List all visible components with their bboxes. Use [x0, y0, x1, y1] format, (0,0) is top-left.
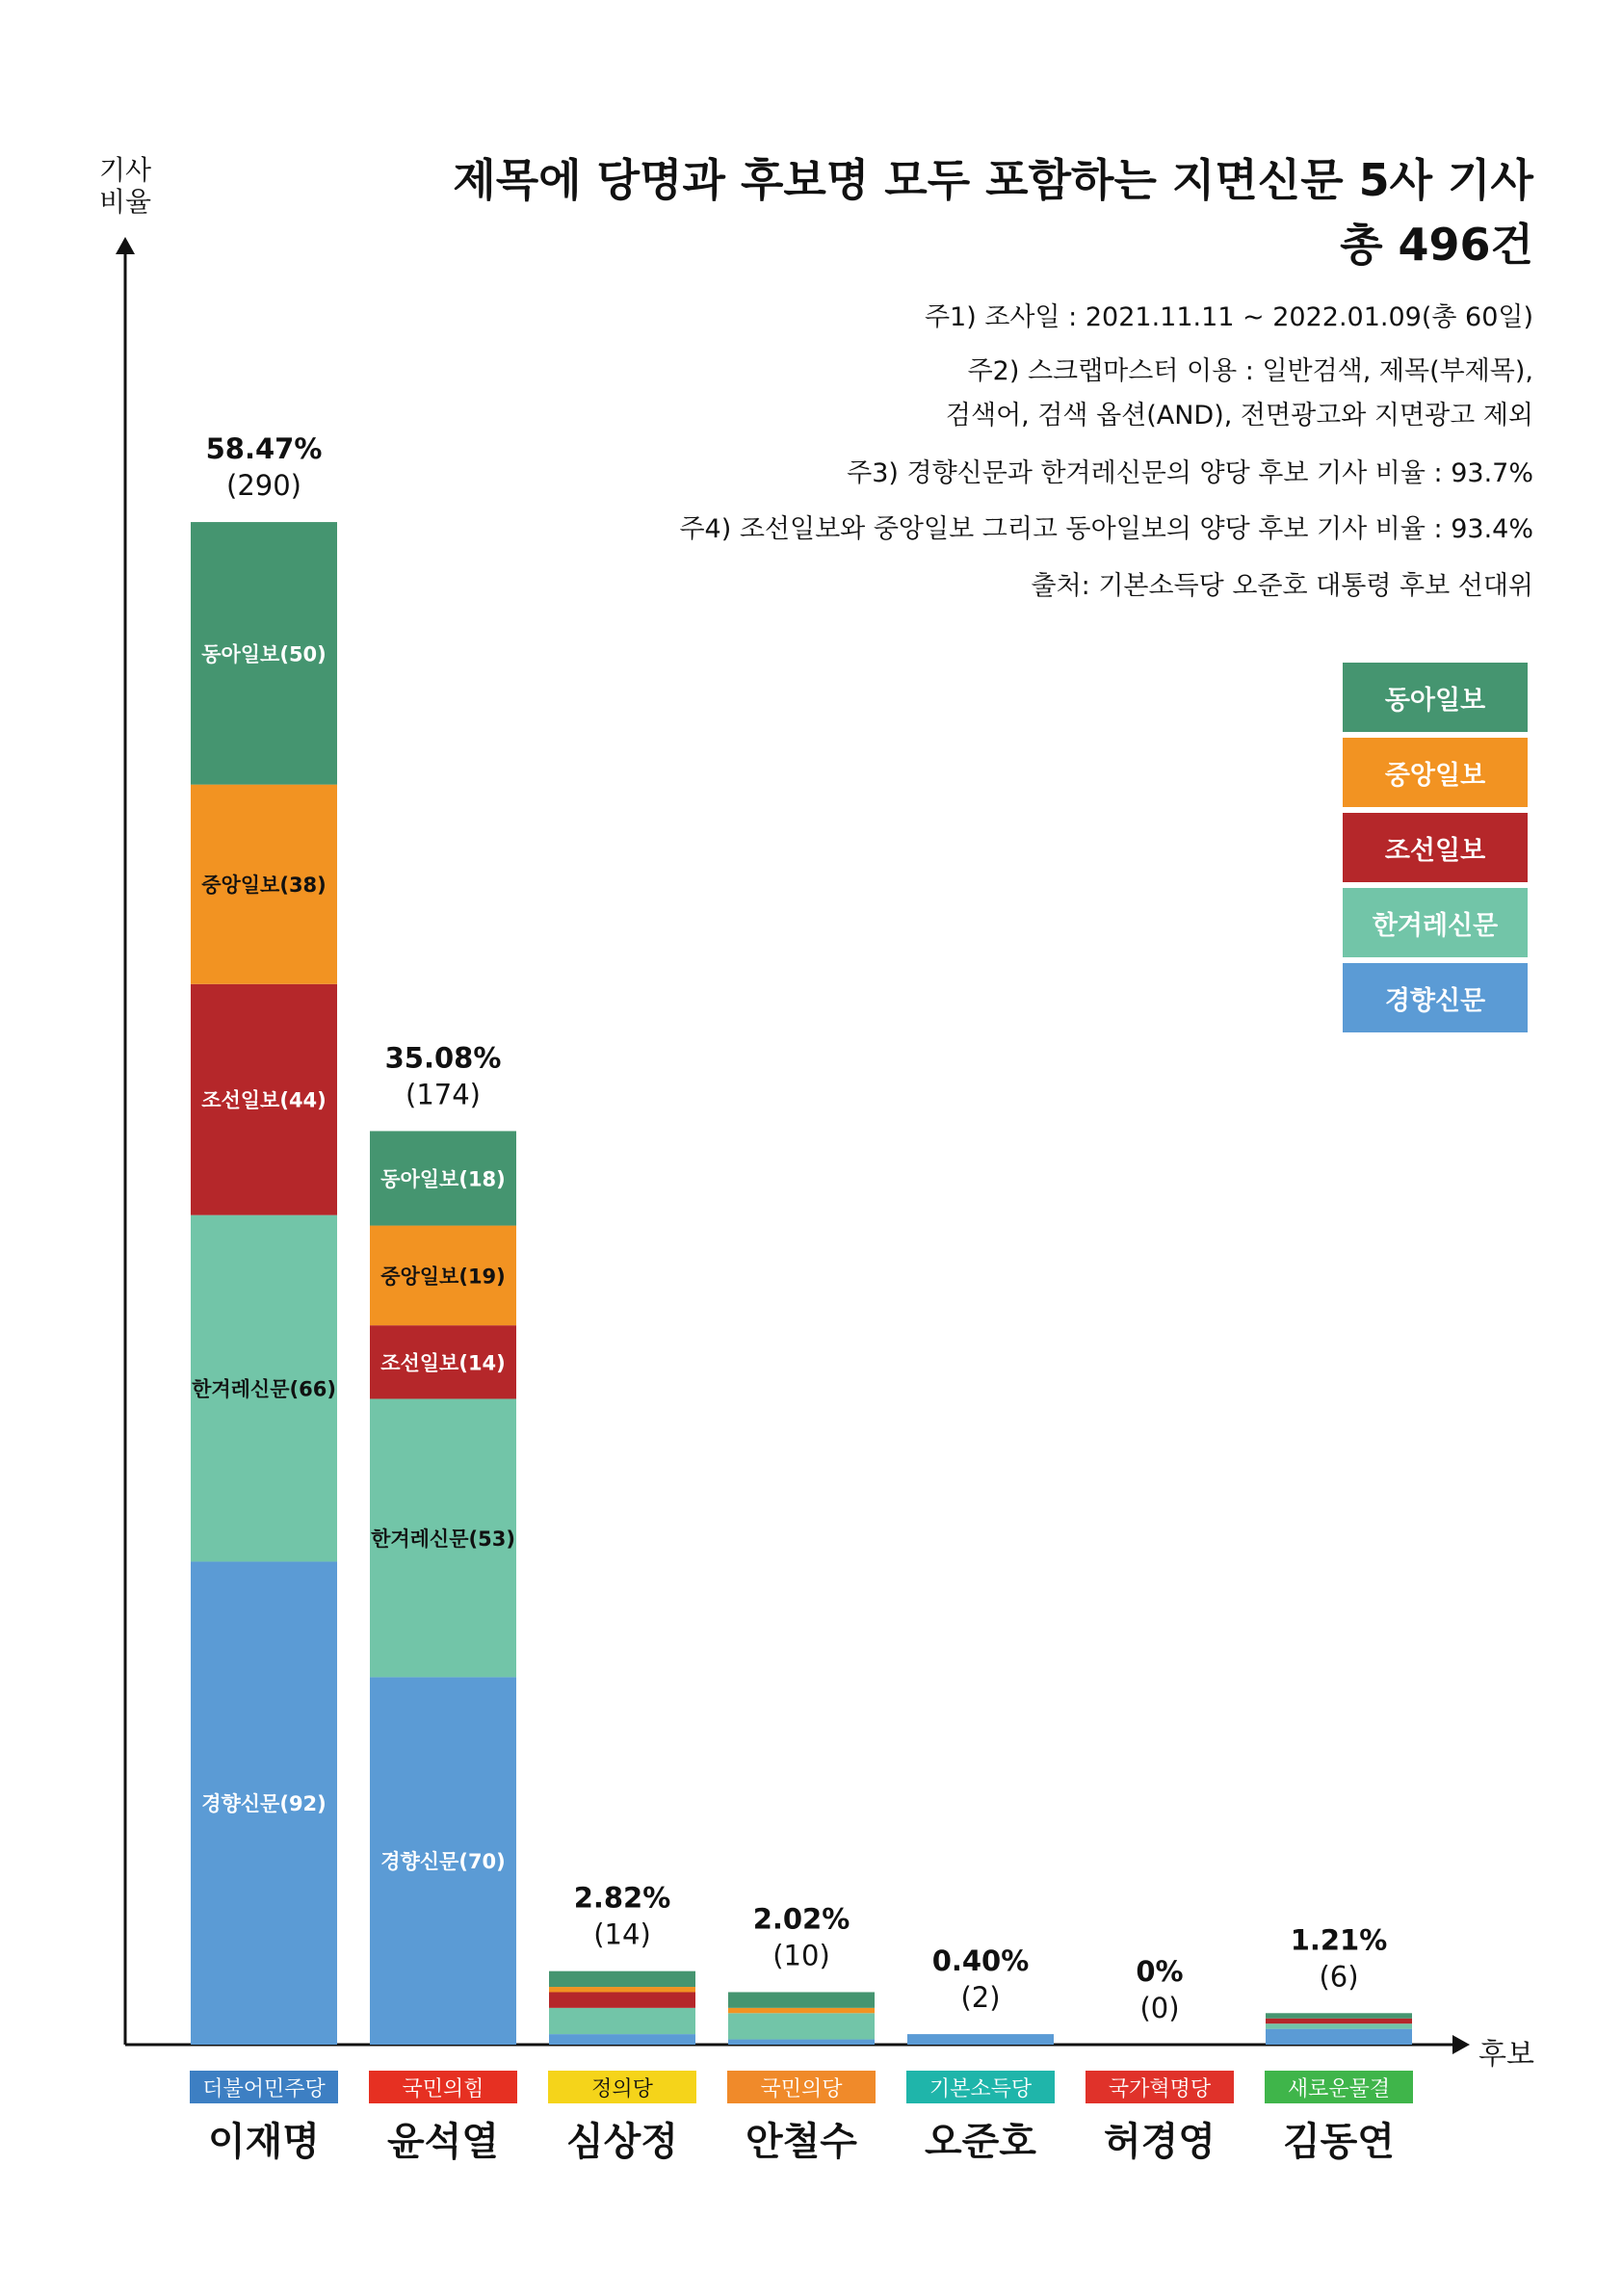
- note-2a: 주2) 스크랩마스터 이용 : 일반검색, 제목(부제목),: [967, 356, 1533, 386]
- percent-label: 2.82%: [573, 1881, 671, 1915]
- party-tag: 더불어민주당: [190, 2071, 338, 2103]
- percent-label: 0.40%: [931, 1944, 1030, 1978]
- count-label: (10): [772, 1939, 830, 1972]
- legend-item: 경향신문: [1343, 963, 1528, 1032]
- bar-segment-2-2: [549, 1992, 695, 2007]
- bar-segment-6-2: [1266, 2019, 1412, 2023]
- percent-label: 1.21%: [1290, 1923, 1388, 1957]
- party-tag: 새로운물결: [1265, 2071, 1413, 2103]
- bar-segment-2-1: [549, 2008, 695, 2034]
- bar-segment-6-4: [1266, 2013, 1412, 2018]
- chart-title: 제목에 당명과 후보명 모두 포함하는 지면신문 5사 기사: [453, 154, 1533, 206]
- bar-segment-2-4: [549, 1971, 695, 1987]
- candidate-name: 허경영: [1104, 2120, 1216, 2164]
- segment-label: 중앙일보(19): [380, 1265, 506, 1289]
- candidate-name: 오준호: [925, 2120, 1036, 2164]
- legend-item: 한겨레신문: [1343, 888, 1528, 957]
- count-label: (6): [1319, 1960, 1359, 1994]
- segment-label: 한겨레신문(66): [192, 1377, 336, 1401]
- count-label: (2): [960, 1981, 1001, 2015]
- source-note: 출처: 기본소득당 오준호 대통령 후보 선대위: [1031, 571, 1533, 601]
- y-axis-label: 기사 비율: [98, 154, 152, 219]
- party-tag: 정의당: [548, 2071, 696, 2103]
- candidate-name: 윤석열: [387, 2120, 499, 2164]
- x-axis-label: 후보: [1478, 2038, 1534, 2072]
- bar-segment-3-4: [728, 1992, 875, 2007]
- segment-label: 동아일보(50): [201, 642, 327, 666]
- note-4: 주4) 조선일보와 중앙일보 그리고 동아일보의 양당 후보 기사 비율 : 93.4%: [679, 514, 1533, 544]
- party-tag: 기본소득당: [906, 2071, 1055, 2103]
- candidate-name: 이재명: [208, 2120, 320, 2164]
- bar-segment-3-3: [728, 2008, 875, 2013]
- bar-segment-4-0: [907, 2034, 1054, 2045]
- segment-label: 경향신문(70): [380, 1850, 506, 1874]
- segment-label: 한겨레신문(53): [371, 1526, 515, 1551]
- segment-label: 조선일보(14): [380, 1351, 506, 1375]
- segment-label: 중앙일보(38): [201, 874, 327, 898]
- segment-label: 조선일보(44): [201, 1088, 327, 1112]
- note-1: 주1) 조사일 : 2021.11.11 ~ 2022.01.09(총 60일): [924, 302, 1533, 332]
- segment-label: 경향신문(92): [201, 1792, 327, 1816]
- count-label: (0): [1139, 1992, 1180, 2024]
- bar-segment-2-0: [549, 2034, 695, 2045]
- party-tag: 국가혁명당: [1086, 2071, 1234, 2103]
- legend-item: 조선일보: [1343, 813, 1528, 882]
- count-label: (290): [226, 469, 301, 503]
- segment-label: 동아일보(18): [380, 1167, 506, 1191]
- candidate-name: 안철수: [746, 2120, 857, 2164]
- candidate-name: 심상정: [566, 2120, 678, 2164]
- bar-segment-3-1: [728, 2013, 875, 2039]
- percent-label: 2.02%: [752, 1902, 850, 1936]
- legend-item: 동아일보: [1343, 663, 1528, 732]
- percent-label: 58.47%: [205, 432, 323, 466]
- bar-segment-6-0: [1266, 2029, 1412, 2045]
- candidate-name: 김동연: [1283, 2120, 1395, 2164]
- party-tag: 국민의힘: [369, 2071, 517, 2103]
- note-2b: 검색어, 검색 옵션(AND), 전면광고와 지면광고 제외: [945, 401, 1533, 430]
- bar-segment-6-1: [1266, 2023, 1412, 2028]
- percent-label: 35.08%: [384, 1041, 502, 1075]
- bar-segment-2-3: [549, 1987, 695, 1992]
- legend-item: 중앙일보: [1343, 738, 1528, 807]
- x-axis-arrow: [1452, 2035, 1470, 2054]
- party-tag: 국민의당: [727, 2071, 876, 2103]
- chart-subtitle: 총 496건: [1340, 219, 1533, 271]
- y-axis-arrow: [116, 237, 135, 254]
- count-label: (174): [406, 1078, 481, 1111]
- note-3: 주3) 경향신문과 한겨레신문의 양당 후보 기사 비율 : 93.7%: [847, 458, 1533, 488]
- count-label: (14): [593, 1918, 651, 1951]
- bar-segment-3-0: [728, 2040, 875, 2045]
- percent-label: 0%: [1136, 1955, 1184, 1988]
